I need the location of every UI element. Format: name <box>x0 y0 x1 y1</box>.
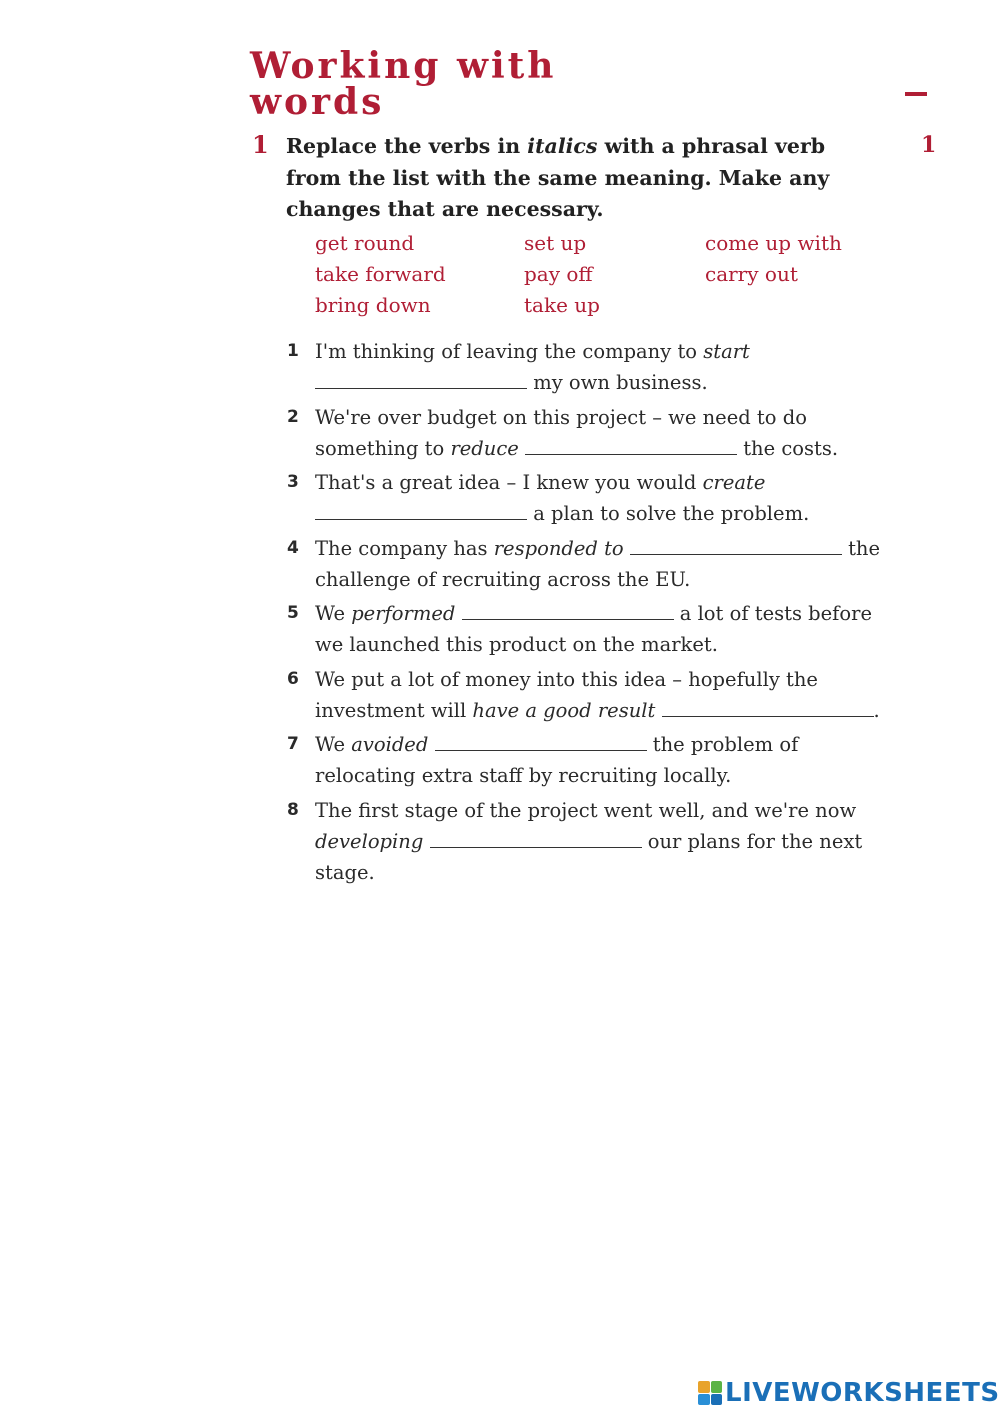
word-option: bring down <box>315 293 431 317</box>
word-list-row <box>315 231 875 262</box>
list-item: 2 We're over budget on this project – we need to do something to reduce the costs. <box>287 402 887 464</box>
liveworksheets-logo <box>698 1376 1000 1410</box>
word-list-row <box>315 293 875 324</box>
answer-blank-3[interactable] <box>315 518 527 520</box>
list-item: 4 The company has responded to the challenge of recruiting across the EU. <box>287 533 887 595</box>
item-number: 2 <box>287 406 299 427</box>
word-option: come up with <box>705 231 842 255</box>
right-margin-mark <box>905 92 927 96</box>
italic-verb: have a good result <box>472 698 656 722</box>
answer-blank-7[interactable] <box>435 749 647 751</box>
item-number: 7 <box>287 734 299 754</box>
answer-blank-8[interactable] <box>430 846 642 848</box>
list-item: 1 I'm thinking of leaving the company to start my own business. <box>287 336 887 398</box>
item-number: 4 <box>287 537 299 558</box>
list-item: 5 We performed a lot of tests before we launched this product on the market. <box>287 598 887 660</box>
answer-blank-5[interactable] <box>462 618 674 620</box>
answer-blank-2[interactable] <box>525 453 737 455</box>
logo-square <box>698 1394 710 1406</box>
answer-blank-1[interactable] <box>315 387 527 389</box>
word-option: carry out <box>705 262 798 286</box>
logo-square <box>711 1394 723 1406</box>
logo-square <box>711 1381 723 1393</box>
word-option: get round <box>315 231 415 255</box>
exercise-number: 1 <box>252 130 269 159</box>
liveworksheets-logo-icon <box>698 1381 722 1405</box>
item-number: 6 <box>287 668 299 689</box>
item-number: 5 <box>287 603 299 623</box>
right-margin-number: 1 <box>921 132 937 158</box>
exercise-instruction: Replace the verbs in italics with a phrasal verb from the list with the same meaning. Make any changes that are necessary. <box>286 134 830 221</box>
answer-blank-6[interactable] <box>662 715 874 717</box>
italic-verb: avoided <box>351 733 429 756</box>
italic-verb: reduce <box>450 436 519 460</box>
word-option: set up <box>524 231 587 255</box>
word-list-row <box>315 262 875 293</box>
list-item: 8 The first stage of the project went well, and we're now developing our plans for the next stage. <box>287 795 887 888</box>
answer-blank-4[interactable] <box>630 553 842 555</box>
logo-square <box>698 1381 710 1393</box>
phrasal-verb-list <box>315 231 875 324</box>
word-option: pay off <box>524 262 593 286</box>
brand-name: LIVEWORKSHEETS <box>725 1378 1000 1408</box>
list-item: 7 We avoided the problem of relocating extra staff by recruiting locally. <box>287 729 887 791</box>
word-option: take up <box>524 293 600 317</box>
italic-verb: responded to <box>493 536 624 560</box>
item-number: 8 <box>287 799 299 820</box>
cut-off-section-heading: Working with words <box>250 45 557 123</box>
list-item: 6 We put a lot of money into this idea – hopefully the investment will have a good result . <box>287 664 887 726</box>
item-number: 3 <box>287 472 299 492</box>
item-number: 1 <box>287 341 299 361</box>
italic-verb: create <box>702 471 766 494</box>
italic-verb: developing <box>315 829 424 853</box>
italic-verb: start <box>703 340 750 363</box>
exercise-items <box>287 336 887 891</box>
word-option: take forward <box>315 262 446 286</box>
list-item: 3 That's a great idea – I knew you would create a plan to solve the problem. <box>287 467 887 529</box>
italic-verb: performed <box>351 602 456 625</box>
